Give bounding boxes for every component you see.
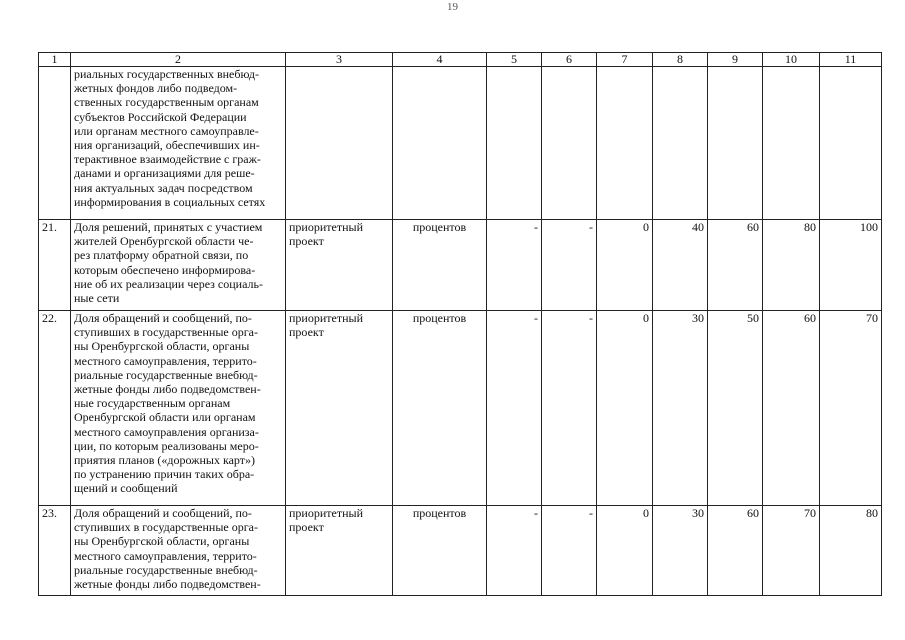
description-line: Доля обращений и сообщений, по- bbox=[74, 506, 252, 520]
description-line: ны Оренбургской области, органы bbox=[74, 534, 250, 549]
value-cell: 50 bbox=[708, 311, 763, 506]
unit-cell: процентов bbox=[393, 506, 487, 596]
description-line: информирования в социальных сетях bbox=[74, 194, 266, 209]
indicator-type-line: приоритетный bbox=[289, 506, 363, 520]
description-line: местного самоуправления, террито- bbox=[74, 548, 257, 563]
description-line: местного самоуправления организа- bbox=[74, 424, 259, 439]
value-cell: 60 bbox=[708, 506, 763, 596]
value-cell: 0 bbox=[597, 311, 653, 506]
description-line: ны Оренбургской области, органы bbox=[74, 339, 250, 354]
indicator-type-line: проект bbox=[289, 520, 324, 535]
value-cell bbox=[653, 67, 708, 220]
value-cell: - bbox=[487, 220, 542, 311]
description-line: которым обеспечено информирова- bbox=[74, 262, 256, 277]
value-cell: 70 bbox=[763, 506, 820, 596]
description-line: ния организаций, обеспечивших ин- bbox=[74, 138, 260, 153]
value-cell bbox=[597, 67, 653, 220]
description-line: ные сети bbox=[74, 291, 120, 306]
indicator-type-line: приоритетный bbox=[289, 311, 363, 325]
row-number: 21. bbox=[39, 220, 71, 311]
column-number: 11 bbox=[820, 53, 882, 67]
column-number: 1 bbox=[39, 53, 71, 67]
value-cell bbox=[487, 67, 542, 220]
indicator-type bbox=[286, 311, 393, 506]
column-number: 6 bbox=[542, 53, 597, 67]
description-line: Доля обращений и сообщений, по- bbox=[74, 311, 252, 325]
description-line: жетные фонды либо подведомствен- bbox=[74, 577, 261, 592]
unit-cell bbox=[393, 67, 487, 220]
value-cell: - bbox=[542, 311, 597, 506]
value-cell: 100 bbox=[820, 220, 882, 311]
column-number: 3 bbox=[286, 53, 393, 67]
indicator-type-line: проект bbox=[289, 325, 324, 340]
description-line: щений и сообщений bbox=[74, 481, 178, 496]
value-cell: 80 bbox=[763, 220, 820, 311]
value-cell bbox=[542, 67, 597, 220]
description-line: риальные государственные внебюд- bbox=[74, 367, 258, 382]
indicator-description bbox=[71, 506, 286, 596]
value-cell: 80 bbox=[820, 506, 882, 596]
column-number: 8 bbox=[653, 53, 708, 67]
description-line: жетных фондов либо подведом- bbox=[74, 81, 238, 96]
value-cell: 0 bbox=[597, 220, 653, 311]
column-number: 2 bbox=[71, 53, 286, 67]
value-cell: 60 bbox=[708, 220, 763, 311]
value-cell: 0 bbox=[597, 506, 653, 596]
value-cell: 40 bbox=[653, 220, 708, 311]
description-line: данами и организациями для реше- bbox=[74, 166, 255, 181]
description-line: риальные государственные внебюд- bbox=[74, 562, 258, 577]
column-number-row bbox=[39, 53, 882, 67]
value-cell: 30 bbox=[653, 311, 708, 506]
indicator-type bbox=[286, 220, 393, 311]
description-line: ния актуальных задач посредством bbox=[74, 180, 253, 195]
value-cell: - bbox=[487, 311, 542, 506]
description-line: ние об их реализации через социаль- bbox=[74, 276, 263, 291]
column-number: 4 bbox=[393, 53, 487, 67]
column-number: 10 bbox=[763, 53, 820, 67]
indicator-type bbox=[286, 67, 393, 220]
table-row bbox=[39, 311, 882, 506]
unit-cell: процентов bbox=[393, 311, 487, 506]
value-cell: - bbox=[542, 506, 597, 596]
indicators-table bbox=[38, 52, 882, 596]
description-line: ступивших в государственные орга- bbox=[74, 325, 258, 340]
indicator-type bbox=[286, 506, 393, 596]
description-line: ные государственным органам bbox=[74, 396, 231, 411]
description-line: Оренбургской области или органам bbox=[74, 410, 256, 425]
table-row bbox=[39, 506, 882, 596]
indicator-type-line: проект bbox=[289, 234, 324, 249]
value-cell: 60 bbox=[763, 311, 820, 506]
value-cell: 30 bbox=[653, 506, 708, 596]
row-number: 23. bbox=[39, 506, 71, 596]
value-cell bbox=[820, 67, 882, 220]
description-line: риальных государственных внебюд- bbox=[74, 67, 259, 81]
value-cell: - bbox=[487, 506, 542, 596]
column-number: 7 bbox=[597, 53, 653, 67]
description-line: ственных государственным органам bbox=[74, 95, 259, 110]
description-line: субъектов Российской Федерации bbox=[74, 109, 247, 124]
value-cell bbox=[708, 67, 763, 220]
description-line: ступивших в государственные орга- bbox=[74, 520, 258, 535]
column-number: 9 bbox=[708, 53, 763, 67]
value-cell: - bbox=[542, 220, 597, 311]
indicator-description bbox=[71, 311, 286, 506]
value-cell: 70 bbox=[820, 311, 882, 506]
description-line: ции, по которым реализованы меро- bbox=[74, 438, 259, 453]
description-line: Доля решений, принятых с участием bbox=[74, 220, 263, 234]
description-line: жителей Оренбургской области че- bbox=[74, 234, 254, 249]
value-cell bbox=[763, 67, 820, 220]
row-number-cell bbox=[39, 67, 71, 220]
indicator-type-line: приоритетный bbox=[289, 220, 363, 234]
description-line: или органам местного самоуправле- bbox=[74, 123, 259, 138]
indicator-description bbox=[71, 220, 286, 311]
page-number: 19 bbox=[447, 2, 458, 10]
table-row bbox=[39, 220, 882, 311]
unit-cell: процентов bbox=[393, 220, 487, 311]
description-line: жетные фонды либо подведомствен- bbox=[74, 382, 261, 397]
description-line: терактивное взаимодействие с граж- bbox=[74, 152, 261, 167]
column-number: 5 bbox=[487, 53, 542, 67]
description-line: местного самоуправления, террито- bbox=[74, 353, 257, 368]
description-line: приятия планов («дорожных карт») bbox=[74, 453, 256, 468]
description-line: по устранению причин таких обра- bbox=[74, 467, 255, 482]
description-line: рез платформу обратной связи, по bbox=[74, 248, 249, 263]
row-number: 22. bbox=[39, 311, 71, 506]
continuation-row bbox=[39, 67, 882, 220]
indicator-description bbox=[71, 67, 286, 220]
